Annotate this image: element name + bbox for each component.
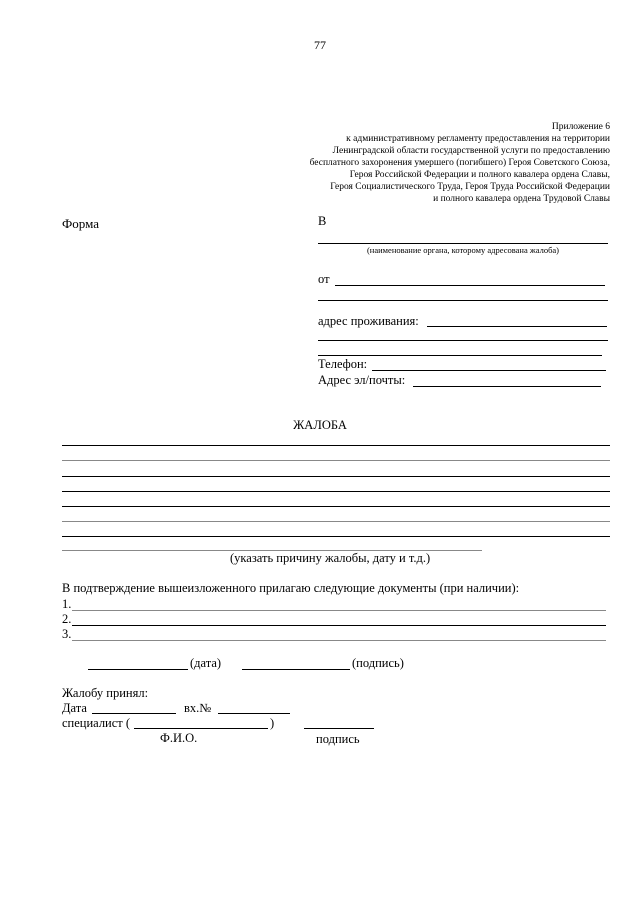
from-field-line-2[interactable] (318, 300, 608, 301)
complaint-caption: (указать причину жалобы, дату и т.д.) (230, 551, 431, 565)
appendix-line: к административному регламенту предоставления на территории (346, 134, 610, 144)
attachments-intro: В подтверждение вышеизложенного прилагаю следующие документы (при наличии): (62, 581, 520, 595)
email-label: Адрес эл/почты: (318, 373, 406, 387)
appendix-line: Героя Социалистического Труда, Героя Труда Российской Федерации (330, 182, 610, 192)
appendix-line: Героя Российской Федерации и полного кавалера ордена Славы, (349, 170, 610, 180)
received-title: Жалобу принял: (62, 686, 149, 700)
complaint-line[interactable] (62, 460, 610, 461)
attachment-number: 3. (62, 627, 72, 641)
signature-label: (подпись) (352, 656, 404, 670)
to-caption: (наименование органа, которому адресована жалоба) (366, 245, 560, 255)
address-field-line-2[interactable] (318, 340, 608, 341)
email-field-line[interactable] (413, 386, 601, 387)
specialist-label: специалист ( (62, 716, 131, 730)
address-label: адрес проживания: (318, 314, 419, 328)
form-label: Форма (62, 216, 99, 231)
complaint-line[interactable] (62, 476, 610, 477)
complaint-line[interactable] (62, 536, 610, 537)
phone-label: Телефон: (318, 357, 368, 371)
received-date-line[interactable] (92, 713, 176, 714)
incoming-number-line[interactable] (218, 713, 290, 714)
from-field-line[interactable] (335, 285, 605, 286)
complaint-line[interactable] (62, 445, 610, 446)
to-field-line[interactable] (318, 243, 608, 244)
signature-field-line[interactable] (242, 669, 350, 670)
from-label: от (318, 272, 330, 286)
attachment-line[interactable] (72, 625, 606, 626)
attachment-number: 2. (62, 612, 72, 626)
appendix-line: бесплатного захоронения умершего (погибшего) Героя Советского Союза, (309, 158, 610, 168)
phone-field-line[interactable] (372, 370, 606, 371)
appendix-line: Ленинградской области государственной услуги по предоставлению (332, 146, 610, 156)
fio-label: Ф.И.О. (160, 731, 198, 745)
complaint-line[interactable] (62, 506, 610, 507)
attachment-line[interactable] (72, 640, 606, 641)
date-label: (дата) (190, 656, 222, 670)
specialist-name-line[interactable] (134, 728, 268, 729)
attachment-number: 1. (62, 597, 72, 611)
to-label: В (318, 214, 327, 228)
received-date-label: Дата (62, 701, 87, 715)
attachment-line[interactable] (72, 610, 606, 611)
complaint-line[interactable] (62, 521, 610, 522)
incoming-number-label: вх.№ (184, 701, 212, 715)
complaint-line[interactable] (62, 491, 610, 492)
date-field-line[interactable] (88, 669, 188, 670)
appendix-line: и полного кавалера ордена Трудовой Славы (433, 194, 610, 204)
complaint-title: ЖАЛОБА (293, 418, 347, 432)
received-signature-label: подпись (316, 732, 360, 746)
specialist-close-paren: ) (270, 716, 275, 730)
appendix-header (280, 121, 610, 205)
address-field-line-3[interactable] (318, 355, 602, 356)
address-field-line[interactable] (427, 326, 607, 327)
page-number: 77 (314, 38, 326, 52)
appendix-title: Приложение 6 (551, 122, 610, 132)
specialist-signature-line[interactable] (304, 728, 374, 729)
